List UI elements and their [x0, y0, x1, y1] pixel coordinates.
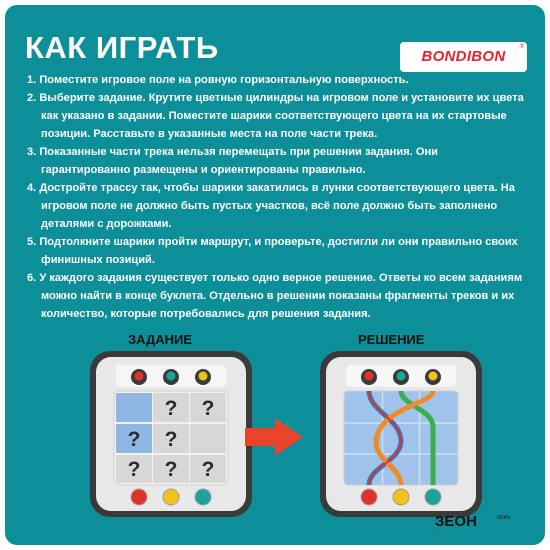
store-logo-sub: store: [497, 515, 511, 521]
instruction-step-5: 5. Подтолкните шарики пройти маршрут, и проверьте, достигли ли они правильно своих финишных позиций.: [27, 236, 518, 266]
instruction-step-4: 4. Достройте трассу так, чтобы шарики закатились в лунки соответствующего цвета. На игровом поле не должно быть пустых участков, всё поле должно быть заполнено деталями с дорожками.: [27, 182, 515, 230]
question-mark-icon: ?: [164, 397, 178, 420]
question-mark-icon: ?: [127, 458, 141, 481]
instruction-step-3: 3. Показанные части трека нельзя перемещать при решении задания. Они гарантированно размещены и ориентированы правильно.: [27, 146, 438, 176]
instruction-step-1: 1. Поместите игровое поле на ровную горизонтальную поверхность.: [27, 74, 409, 86]
ball-icon: [195, 489, 211, 505]
grid-cell: [190, 424, 226, 453]
question-mark-icon: ?: [201, 397, 215, 420]
how-to-play-card: [5, 5, 545, 545]
watermark: zeon+: [437, 530, 457, 537]
cylinder-icon: [429, 372, 438, 381]
question-mark-icon: ?: [164, 428, 178, 451]
brand-logo: [400, 42, 527, 72]
store-logo: ЗЕОН: [435, 513, 477, 530]
question-mark-icon: ?: [164, 458, 178, 481]
instruction-step-6: 6. У каждого задания существует только одно верное решение. Ответы ко всем заданиям можно найти в конце буклета. Отдельно в решении показаны фрагменты треков и их количество, которые потребовались для решения задания.: [27, 272, 523, 320]
cylinder-icon: [365, 372, 374, 381]
cylinder-icon: [167, 372, 176, 381]
question-mark-icon: ?: [201, 458, 215, 481]
play-arrow-icon: [245, 418, 303, 456]
ball-icon: [425, 489, 441, 505]
instruction-step-2: 2. Выберите задание. Крутите цветные цилиндры на игровом поле и установите их цвета как указано в задании. Поместите шарики соответствующего цвета на их стартовые позиции. Расставьте в указанные места на поле части трека.: [27, 92, 524, 140]
cylinder-icon: [199, 372, 208, 381]
page-title: КАК ИГРАТЬ: [25, 30, 219, 65]
ball-icon: [163, 489, 179, 505]
task-label: ЗАДАНИЕ: [128, 332, 193, 347]
cylinder-icon: [135, 372, 144, 381]
ball-icon: [393, 489, 409, 505]
question-mark-icon: ?: [127, 428, 141, 451]
solution-label: РЕШЕНИЕ: [358, 332, 425, 347]
ball-icon: [361, 489, 377, 505]
cylinder-icon: [397, 372, 406, 381]
brand-registered-mark: ®: [519, 44, 524, 50]
task-board: [88, 349, 254, 519]
instruction-list: [27, 71, 527, 323]
ball-icon: [131, 489, 147, 505]
fixed-track-tile: [116, 393, 152, 422]
solution-board: [318, 349, 484, 519]
brand-name: BONDIBON: [421, 48, 506, 65]
